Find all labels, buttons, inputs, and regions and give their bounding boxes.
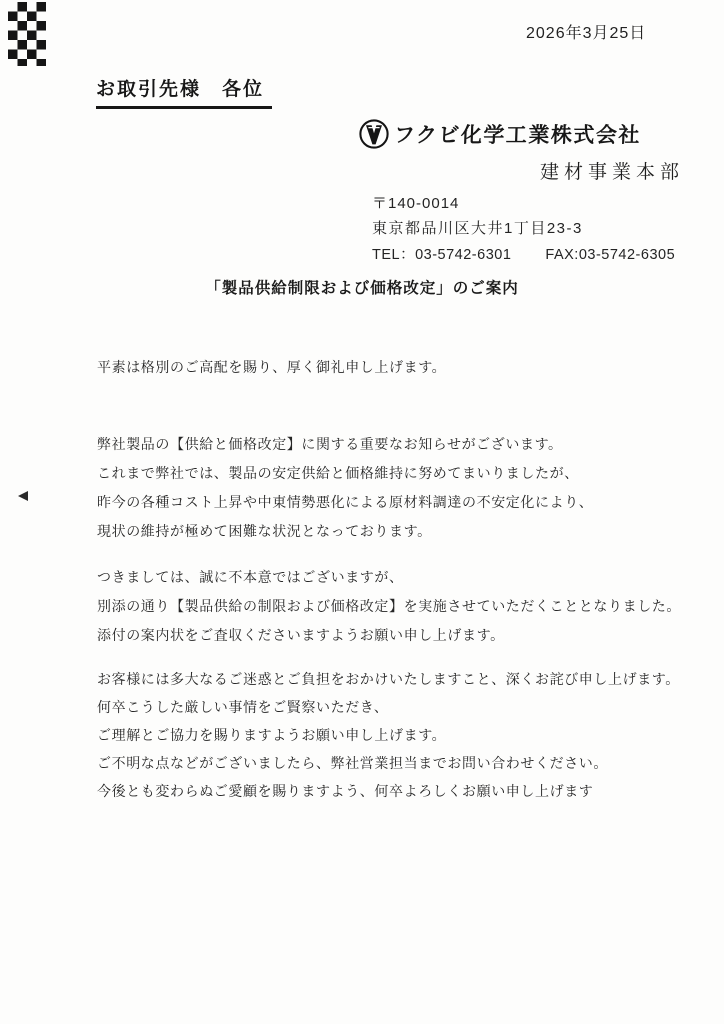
body-line: 添付の案内状をご査収くださいますようお願い申し上げます。: [97, 627, 505, 643]
company-name: フクビ化学工業株式会社: [393, 124, 642, 147]
tel-fax-line: [372, 242, 688, 269]
body-line: ご理解とご協力を賜りますようお願い申し上げます。: [97, 727, 447, 743]
body-line: 別添の通り【製品供給の制限および価格改定】を実施させていただくこととなりました。: [97, 598, 681, 614]
postal-code: 〒140-0014: [372, 195, 460, 212]
street-address: 東京都品川区大井1丁目23-3: [372, 220, 583, 237]
paragraph-notice: [97, 563, 707, 650]
scan-artifact-arrow-icon: [18, 491, 28, 501]
fukuvi-logo-icon: [358, 118, 390, 150]
sender-block: [358, 118, 688, 269]
sender-address-lines: [372, 192, 688, 269]
body-line: お客様には多大なるご迷惑とご負担をおかけいたしますこと、深くお詫び申し上げます。: [97, 671, 680, 687]
body-line: これまで弊社では、製品の安定供給と価格維持に努めてまいりましたが、: [97, 465, 579, 481]
paragraph-greeting: [97, 356, 707, 378]
fax-number: FAX:03-5742-6305: [545, 247, 676, 263]
tel-number: TEL：03-5742-6301: [372, 247, 512, 263]
company-division: 建材事業本部: [539, 162, 684, 183]
body-line: つきましては、誠に不本意ではございますが、: [97, 569, 404, 585]
body-line: 今後とも変わらぬご愛顧を賜りますよう、何卒よろしくお願い申し上げます: [97, 783, 594, 799]
paragraph-apology: [97, 665, 707, 805]
scanner-registration-mark-icon: [8, 2, 46, 66]
paragraph-background: [97, 430, 707, 546]
body-line: 何卒こうした厳しい事情をご賢察いただき、: [97, 699, 389, 715]
body-line: 平素は格別のご高配を賜り、厚く御礼申し上げます。: [97, 359, 447, 375]
recipient-line: お取引先様 各位: [96, 74, 272, 109]
body-line: 現状の維持が極めて困難な状況となっております。: [97, 523, 432, 539]
body-line: 昨今の各種コスト上昇や中東情勢悪化による原材料調達の不安定化により、: [97, 494, 594, 510]
sender-logo-row: [358, 118, 688, 150]
document-title: 「製品供給制限および価格改定」のご案内: [205, 280, 519, 297]
body-line: ご不明な点などがございましたら、弊社営業担当までお問い合わせください。: [97, 755, 608, 771]
letter-date: 2026年3月25日: [526, 25, 647, 42]
body-line: 弊社製品の【供給と価格改定】に関する重要なお知らせがございます。: [97, 436, 563, 452]
